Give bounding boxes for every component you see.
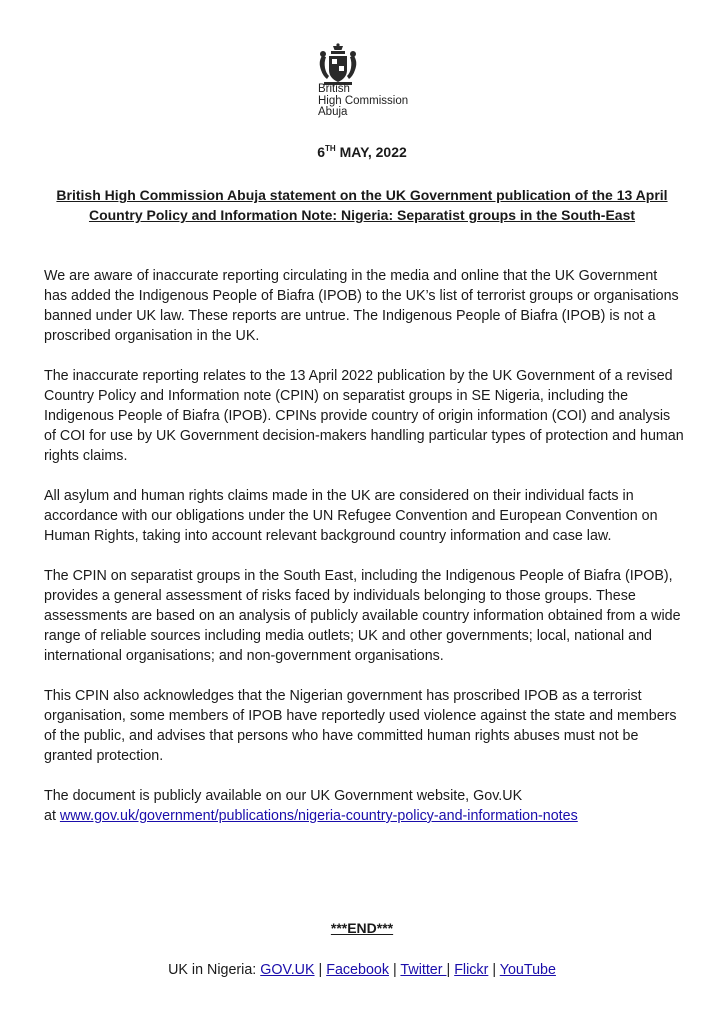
footer-links: [0, 962, 724, 978]
org-line: High Commission: [318, 94, 409, 107]
youtube-link[interactable]: YouTube: [499, 962, 556, 978]
date-suffix: TH: [325, 144, 336, 153]
end-marker: ***END***: [330, 920, 394, 936]
flickr-link[interactable]: Flickr: [454, 962, 489, 978]
org-line: Abuja: [318, 106, 348, 118]
statement-body: [44, 266, 684, 846]
publication-text: The document is publicly available on our UK Government website, Gov.UK: [44, 788, 523, 804]
paragraph: The inaccurate reporting relates to the 13 April 2022 publication by the UK Government of a revised Country Policy and Information note (CPIN) on separatist groups in SE Nigeria, including the Indigenous People of Biafra (IPOB). CPINs provide country of origin information (COI) and analysis of COI for use by UK Government decision-makers handling particular types of protection and human rights claims.: [44, 368, 684, 464]
date-day: 6: [317, 144, 326, 160]
facebook-link[interactable]: Facebook: [326, 962, 390, 978]
separator: |: [314, 962, 327, 978]
organisation-logo-text: [318, 84, 408, 119]
gov-uk-link[interactable]: GOV.UK: [260, 962, 315, 978]
paragraph-publication: [44, 786, 684, 826]
org-line: British: [318, 83, 350, 95]
date-rest: MAY, 2022: [335, 144, 407, 160]
separator: |: [446, 962, 455, 978]
separator: |: [488, 962, 500, 978]
separator: |: [389, 962, 401, 978]
paragraph: This CPIN also acknowledges that the Nigerian government has proscribed IPOB as a terrorist organisation, some members of IPOB have reportedly used violence against the state and members of the public, and advises that persons who have committed human rights abuses must not be granted protection.: [44, 688, 677, 764]
link-prefix: at: [44, 808, 60, 824]
paragraph: All asylum and human rights claims made in the UK are considered on their individual facts in accordance with our obligations under the UN Refugee Convention and European Convention on Human Rights, taking into account relevant background country information and case law.: [44, 488, 658, 544]
paragraph: We are aware of inaccurate reporting circulating in the media and online that the UK Government has added the Indigenous People of Biafra (IPOB) to the UK’s list of terrorist groups or organisations banned under UK law. These reports are untrue. The Indigenous People of Biafra (IPOB) is not a proscribed organisation in the UK.: [44, 268, 679, 344]
publication-link[interactable]: www.gov.uk/government/publications/nigeria-country-policy-and-information-notes: [59, 808, 578, 824]
paragraph: The CPIN on separatist groups in the South East, including the Indigenous People of Biafra (IPOB), provides a general assessment of risks faced by individuals belonging to those groups. These assessments are based on an analysis of publicly available country information obtained from a wide range of reliable sources including media outlets; UK and other governments; local, national and international organisations; and non-government organisations.: [44, 568, 681, 664]
footer-prefix: UK in Nigeria:: [168, 962, 261, 978]
statement-title: British High Commission Abuja statement on the UK Government publication of the 13 April Country Policy and Information Note: Nigeria: Separatist groups in the South-East: [56, 187, 668, 223]
statement-date: [0, 144, 724, 160]
twitter-link[interactable]: Twitter: [400, 962, 447, 978]
